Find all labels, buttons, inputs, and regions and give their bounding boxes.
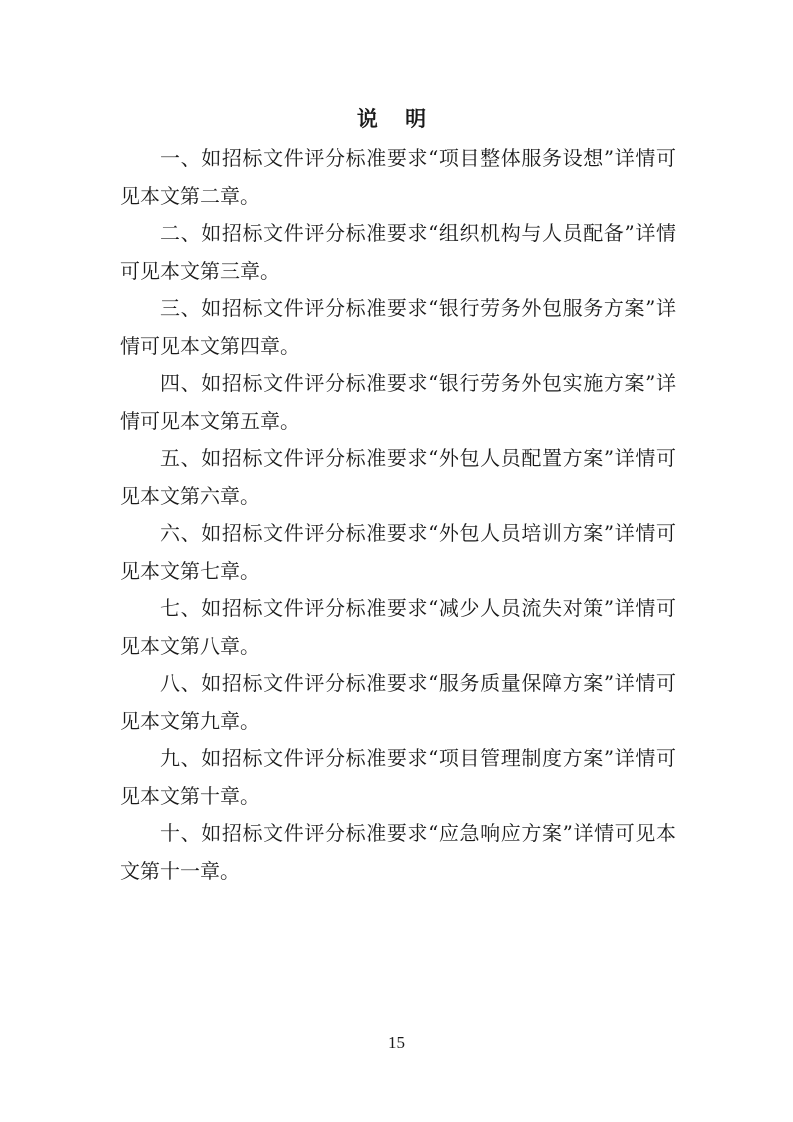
body-text [120,140,676,890]
paragraph-4: 四、如招标文件评分标准要求“银行劳务外包实施方案”详情可见本文第五章。 [120,371,676,433]
paragraph-7: 七、如招标文件评分标准要求“减少人员流失对策”详情可见本文第八章。 [120,596,676,658]
page-title: 说 明 [356,106,437,131]
paragraph-8: 八、如招标文件评分标准要求“服务质量保障方案”详情可见本文第九章。 [120,671,676,733]
paragraph-1: 一、如招标文件评分标准要求“项目整体服务设想”详情可见本文第二章。 [120,146,676,208]
paragraph-2: 二、如招标文件评分标准要求“组织机构与人员配备”详情可见本文第三章。 [120,221,676,283]
paragraph-9: 九、如招标文件评分标准要求“项目管理制度方案”详情可见本文第十章。 [120,746,676,808]
paragraph-10: 十、如招标文件评分标准要求“应急响应方案”详情可见本文第十一章。 [120,821,676,883]
paragraph-6: 六、如招标文件评分标准要求“外包人员培训方案”详情可见本文第七章。 [120,521,676,583]
page-number: 15 [388,1033,405,1052]
paragraph-3: 三、如招标文件评分标准要求“银行劳务外包服务方案”详情可见本文第四章。 [120,296,676,358]
paragraph-5: 五、如招标文件评分标准要求“外包人员配置方案”详情可见本文第六章。 [120,446,676,508]
